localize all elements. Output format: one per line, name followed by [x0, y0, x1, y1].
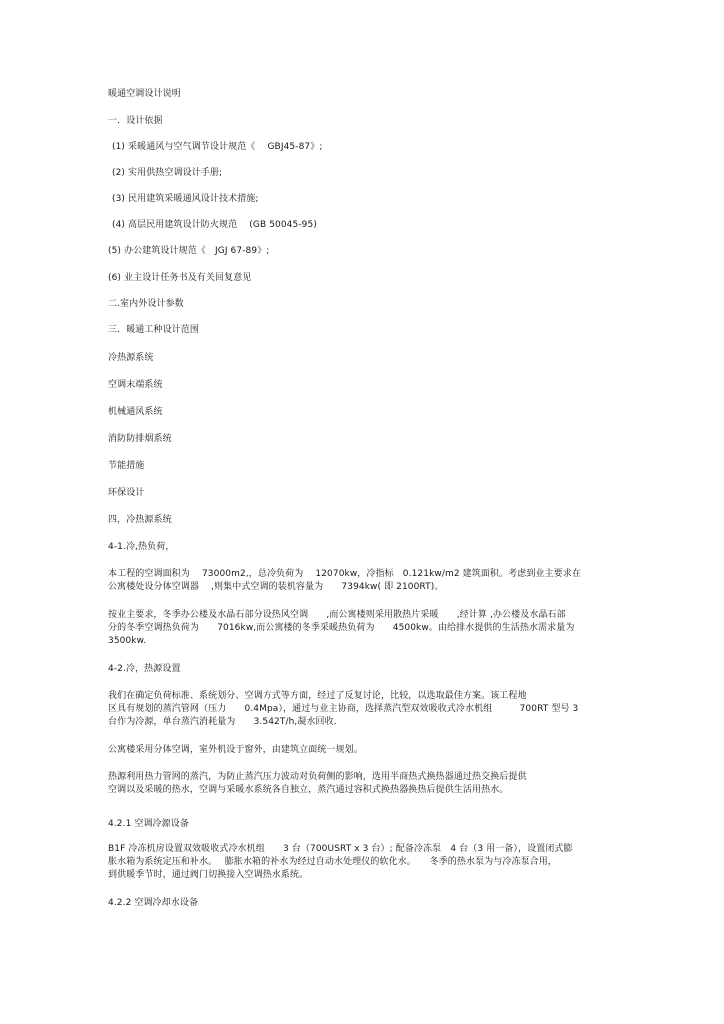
basis-item-4: (4) 高层民用建筑设计防火规范 (GB 50045-95) [112, 220, 317, 230]
paragraph-line: 胀水箱为系统定压和补水。 膨胀水箱的补水为经过自动水处理仪的软化水。 冬季的热水泵为与冷冻泵合用， [108, 857, 557, 867]
paragraph-line: 分的冬季空调热负荷为 7016kw,而公寓楼的冬季采暖热负荷为 4500kw。由给排水提供的生活热水需求量为 [108, 623, 575, 633]
paragraph-chiller-equipment [108, 843, 573, 882]
basis-item-6: (6) 业主设计任务书及有关回复意见 [108, 273, 252, 283]
section-3-heading: 三．暖通工种设计范围 [108, 325, 200, 335]
scope-item-3: 机械通风系统 [108, 407, 163, 417]
paragraph-load [108, 568, 581, 594]
scope-item-1: 冷热源系统 [108, 353, 154, 363]
scope-item-6: 环保设计 [108, 488, 145, 498]
paragraph-line: 3500kw. [108, 636, 147, 646]
paragraph-line: 台作为冷源，单台蒸汽消耗量为 3.542T/h,凝水回收． [108, 717, 343, 727]
subsection-4-2-2: 4.2.2 空调冷却水设备 [108, 898, 199, 908]
paragraph-line: 到供暖季节时，通过阀门切换接入空调热水系统。 [108, 870, 309, 880]
paragraph-source-selection [108, 690, 578, 729]
section-2-heading: 二.室内外设计参数 [108, 299, 184, 309]
paragraph-heat-source [108, 771, 527, 797]
paragraph-apartment-ac: 公寓楼采用分体空调，室外机设于窗外，由建筑立面统一规划。 [108, 745, 363, 755]
paragraph-line: 按业主要求，冬季办公楼及水晶石部分设热风空调 ,而公寓楼则采用散热片采暖 ,经计算 ,办公楼及水晶石部 [108, 610, 566, 620]
section-4-heading: 四，冷热源系统 [108, 515, 172, 525]
paragraph-line: 热源利用热力管网的蒸汽，为防止蒸汽压力波动对负荷侧的影响，选用半商热式换热器通过热交换后提供 [108, 772, 527, 782]
scope-item-2: 空调末端系统 [108, 380, 163, 390]
paragraph-line: B1F 冷冻机房设置双效吸收式冷水机组 3 台（700USRT x 3 台）; 配备冷冻泵 4 台（3 用一备），设置闭式膨 [108, 844, 573, 854]
paragraph-line: 本工程的空调面积为 73000m2,，总冷负荷为 12070kw，冷指标 0.121kw/m2 建筑面积。考虑到业主要求在 [108, 569, 581, 579]
basis-item-2: (2) 实用供热空调设计手册; [112, 168, 223, 178]
basis-item-5: (5) 办公建筑设计规范《 JGJ 67-89》; [108, 246, 270, 256]
subsection-4-2: 4-2.冷，热源设置 [108, 664, 181, 674]
doc-title: 暖通空调设计说明 [108, 89, 181, 99]
scope-item-5: 节能措施 [108, 461, 145, 471]
basis-item-3: (3) 民用建筑采暖通风设计技术措施; [112, 194, 259, 204]
scope-item-4: 消防防排烟系统 [108, 434, 172, 444]
paragraph-line: 我们在确定负荷标准、系统划分、空调方式等方面，经过了反复讨论，比较，以选取最佳方案。该工程地 [108, 691, 527, 701]
paragraph-line: 区具有规划的蒸汽管网（压力 0.4Mpa），通过与业主协商，选择蒸汽型双效吸收式冷水机组 700RT 型号 3 [108, 704, 579, 714]
subsection-4-2-1: 4.2.1 空调冷源设备 [108, 819, 189, 829]
section-1-heading: 一．设计依据 [108, 116, 163, 126]
paragraph-line: 公寓楼处设分体空调器 ,则集中式空调的装机容量为 7394kw( 即 2100RT)。 [108, 582, 444, 592]
paragraph-line: 空调以及采暖的热水，空调与采暖水系统各自独立，蒸汽通过容积式换热器换热后提供生活用热水。 [108, 785, 509, 795]
paragraph-heat-load [108, 609, 574, 648]
subsection-4-1: 4-1.冷,热负荷， [108, 542, 175, 552]
basis-item-1: (1) 采暖通风与空气调节设计规范《 GBJ45-87》; [112, 142, 323, 152]
